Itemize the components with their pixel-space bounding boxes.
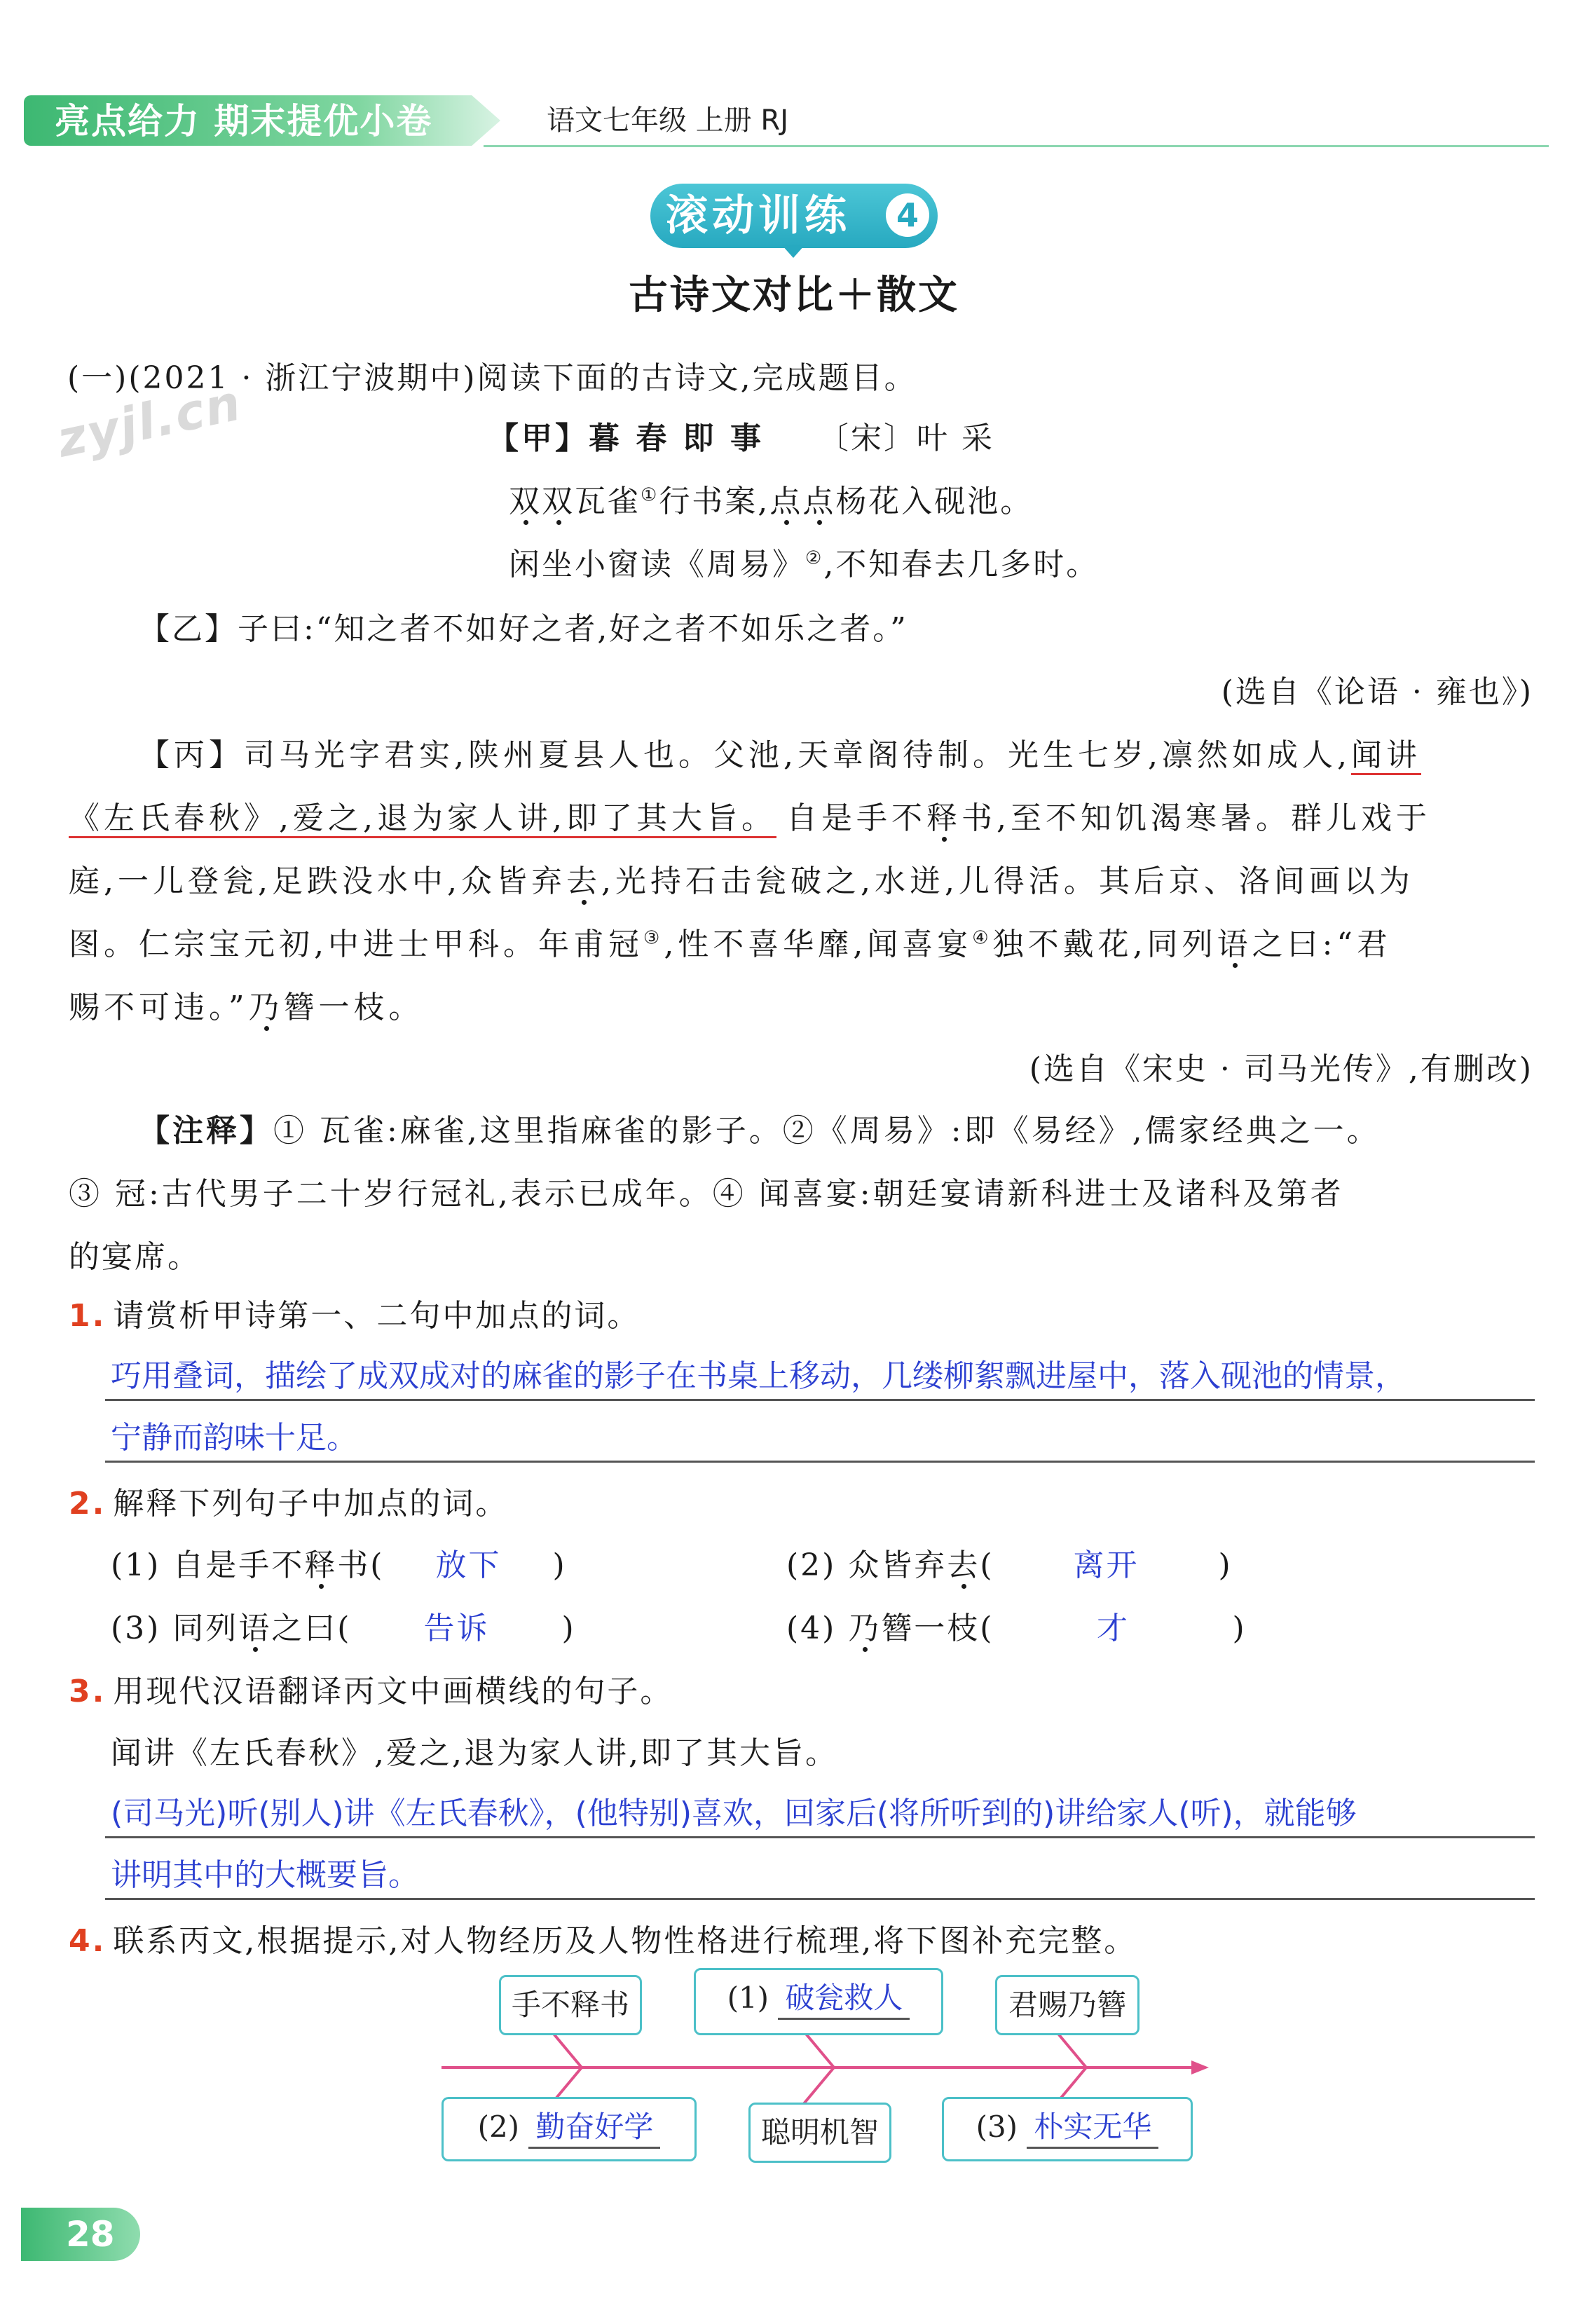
dotted-char: 释 xyxy=(304,1547,338,1583)
item-text: (4) xyxy=(786,1611,849,1646)
diagram-box-bottom-3 xyxy=(942,2097,1193,2161)
arrow-head xyxy=(1191,2060,1209,2074)
underlined-text: 《左氏春秋》,爱之,退为家人讲,即了其大旨。 xyxy=(69,800,776,838)
box-label: 君赐乃簪 xyxy=(1008,1988,1126,2022)
header-brand: 亮点给力 期末提优小卷 xyxy=(55,101,433,142)
q2-answer: 告诉 xyxy=(423,1611,490,1646)
bing-text: 书,至不知饥渴寒暑。群儿戏于 xyxy=(961,800,1431,836)
item-text: (3) 同列 xyxy=(111,1611,239,1646)
answer-underline xyxy=(105,1461,1535,1463)
q3-answer-line-1: (司马光)听(别人)讲《左氏春秋》，(他特别)喜欢，回家后(将所听到的)讲给家人(听)，就能够 xyxy=(111,1796,1357,1831)
poem-line-1 xyxy=(509,481,1033,523)
diagram-box-top-1 xyxy=(499,1975,642,2035)
footnote-mark: ④ xyxy=(972,927,993,949)
poem-text: 瓦雀 xyxy=(575,484,641,519)
bing-text: 赐不可违。” xyxy=(69,990,249,1025)
page-number: 28 xyxy=(21,2208,140,2261)
item-text: (1) 自是手不 xyxy=(111,1547,305,1583)
yi-text: 【乙】子曰:“知之者不如好之者,好之者不如乐之者。” xyxy=(139,611,908,647)
question-4 xyxy=(69,1920,1137,1962)
q2-item-4 xyxy=(786,1608,1247,1650)
dotted-char: 点 xyxy=(769,484,803,519)
question-text: 联系丙文,根据提示,对人物经历及人物性格进行梳理,将下图补充完整。 xyxy=(113,1923,1137,1959)
notes-line-3: 的宴席。 xyxy=(69,1239,200,1275)
dotted-char: 乃 xyxy=(848,1611,882,1646)
poem-text: 闲坐小窗读《周易》 xyxy=(509,547,805,582)
underlined-text: 闻讲 xyxy=(1351,737,1421,775)
q2-answer: 放下 xyxy=(435,1547,502,1583)
box-label: (2) xyxy=(477,2110,520,2144)
q2-item-3 xyxy=(111,1608,576,1650)
item-text: ) xyxy=(552,1547,567,1583)
bing-text: 独不戴花,同列 xyxy=(992,927,1217,962)
dotted-char: 释 xyxy=(926,800,961,836)
dotted-char: 语 xyxy=(238,1611,272,1646)
poem-line-2 xyxy=(509,544,1099,586)
answer-underline xyxy=(105,1898,1535,1900)
item-text: (2) 众皆弃 xyxy=(786,1547,947,1583)
dotted-char: 去 xyxy=(947,1547,980,1583)
question-text: 请赏析甲诗第一、二句中加点的词。 xyxy=(113,1298,641,1334)
dotted-char: 去 xyxy=(566,863,601,899)
question-2 xyxy=(69,1483,508,1525)
question-text: 用现代汉语翻译丙文中画横线的句子。 xyxy=(113,1674,673,1709)
notes-text: ① 瓦雀:麻雀,这里指麻雀的影子。②《周易》:即《易经》,儒家经典之一。 xyxy=(273,1113,1381,1149)
bing-line-2 xyxy=(69,798,1431,840)
question-number: 3. xyxy=(69,1674,107,1709)
bing-text: ,性不喜华靡,闻喜宴 xyxy=(664,927,973,962)
bing-text: ,光持石击瓮破之,水迸,儿得活。其后京、洛间画以为 xyxy=(601,863,1414,899)
dotted-char: 语 xyxy=(1217,927,1252,962)
dotted-char: 点 xyxy=(802,484,836,519)
footnote-mark: ① xyxy=(641,484,659,506)
bing-text: 自是手不 xyxy=(786,800,926,836)
bing-text: 庭,一儿登瓮,足跌没水中,众皆弃 xyxy=(69,863,566,899)
reading-intro: (一)(2021 · 浙江宁波期中)阅读下面的古诗文,完成题目。 xyxy=(67,360,917,396)
item-text: 之曰( xyxy=(271,1611,352,1646)
question-3 xyxy=(69,1671,673,1713)
header-subject: 语文七年级 上册 RJ xyxy=(547,104,789,137)
box-answer: 朴实无华 xyxy=(1027,2107,1158,2149)
item-text: ( xyxy=(980,1547,994,1583)
poem-author: 〔宋〕叶 采 xyxy=(817,421,994,456)
notes-line-1 xyxy=(139,1110,1381,1152)
dotted-char: 双 xyxy=(509,484,542,519)
question-number: 4. xyxy=(69,1923,107,1959)
item-text: ) xyxy=(1232,1611,1247,1646)
footnote-mark: ② xyxy=(805,547,824,569)
page-subtitle: 古诗文对比＋散文 xyxy=(629,273,959,318)
item-text: 书( xyxy=(337,1547,385,1583)
box-label: (1) xyxy=(727,1981,769,2015)
diagram-box-top-3 xyxy=(995,1975,1139,2035)
q2-answer: 离开 xyxy=(1073,1547,1139,1583)
poem-text: 杨花入砚池。 xyxy=(835,484,1034,519)
box-label: (3) xyxy=(976,2110,1018,2144)
header-divider xyxy=(484,145,1549,147)
question-number: 2. xyxy=(69,1486,107,1522)
bing-source: (选自《宋史 · 司马光传》,有删改) xyxy=(1029,1051,1533,1087)
question-text: 解释下列句子中加点的词。 xyxy=(113,1486,509,1522)
box-label: 手不释书 xyxy=(511,1988,629,2022)
item-text: ) xyxy=(1218,1547,1233,1583)
poem-text: 行书案, xyxy=(659,484,770,519)
section-number: 4 xyxy=(886,193,929,237)
section-title: 滚动训练 xyxy=(666,191,851,240)
q2-item-2 xyxy=(786,1545,1233,1587)
bing-text: 之曰:“君 xyxy=(1252,927,1392,962)
poem-title: 【甲】暮 春 即 事 xyxy=(488,421,764,456)
question-1 xyxy=(69,1295,640,1337)
q2-answer: 才 xyxy=(1096,1611,1130,1646)
bing-line-3 xyxy=(69,861,1414,903)
bing-line-1 xyxy=(139,734,1421,777)
question-number: 1. xyxy=(69,1298,107,1334)
yi-source: (选自《论语 · 雍也》) xyxy=(1221,674,1533,710)
diagram-box-bottom-1 xyxy=(442,2097,697,2161)
section-badge xyxy=(650,184,938,248)
diagram-box-top-2 xyxy=(694,1968,943,2035)
box-answer: 破瓮救人 xyxy=(778,1978,910,2020)
bing-text: 图。仁宗宝元初,中进士甲科。年甫冠 xyxy=(69,927,643,962)
q2-item-1 xyxy=(111,1545,567,1587)
bing-text: 【丙】司马光字君实,陕州夏县人也。父池,天章阁待制。光生七岁,凛然如成人, xyxy=(139,737,1351,773)
box-label: 聪明机智 xyxy=(760,2115,879,2149)
notes-line-2: ③ 冠:古代男子二十岁行冠礼,表示已成年。④ 闻喜宴:朝廷宴请新科进士及诸科及第者 xyxy=(69,1176,1344,1212)
section-pointer xyxy=(782,245,805,258)
poem-text: ,不知春去几多时。 xyxy=(823,547,1100,582)
answer-underline xyxy=(105,1836,1535,1838)
dotted-char: 乃 xyxy=(248,990,284,1025)
q3-sentence: 闻讲《左氏春秋》,爱之,退为家人讲,即了其大旨。 xyxy=(111,1735,838,1771)
q1-answer-line-2: 宁静而韵味十足。 xyxy=(111,1420,357,1456)
bing-line-5 xyxy=(69,987,424,1029)
diagram-box-bottom-2 xyxy=(748,2103,891,2163)
watermark: zyjl.cn xyxy=(52,374,247,469)
bing-text: 簪一枝。 xyxy=(283,990,424,1025)
box-answer: 勤奋好学 xyxy=(528,2107,660,2149)
answer-underline xyxy=(105,1399,1535,1401)
bing-line-4 xyxy=(69,924,1392,966)
item-text: ) xyxy=(561,1611,576,1646)
item-text: 簪一枝( xyxy=(881,1611,994,1646)
q1-answer-line-1: 巧用叠词，描绘了成双成对的麻雀的影子在书桌上移动，几缕柳絮飘进屋中，落入砚池的情景， xyxy=(111,1358,1406,1394)
q3-answer-line-2: 讲明其中的大概要旨。 xyxy=(111,1857,419,1893)
footnote-mark: ③ xyxy=(643,927,664,949)
poem-title-row xyxy=(488,418,994,460)
dotted-char: 双 xyxy=(542,484,575,519)
notes-label: 【注释】 xyxy=(139,1113,273,1149)
